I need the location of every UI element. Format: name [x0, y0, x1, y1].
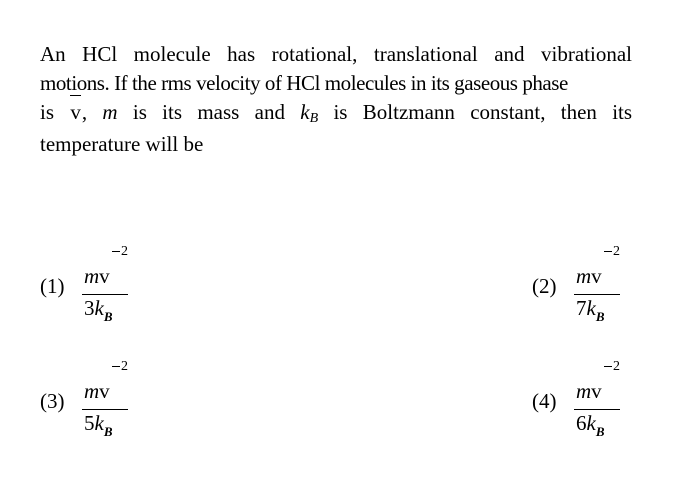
fraction — [82, 244, 128, 330]
denominator-coef: 5 — [84, 411, 95, 435]
numerator-v: v — [591, 264, 602, 288]
numerator-v: v — [99, 379, 110, 403]
b-subscript: B — [309, 111, 319, 126]
denominator — [576, 411, 605, 439]
denominator-sub: B — [595, 424, 605, 439]
exponent-value: 2 — [613, 359, 620, 374]
denominator-coef: 6 — [576, 411, 587, 435]
question-line-4: temperature will be — [40, 132, 204, 156]
option-label: (1) — [40, 274, 65, 298]
fraction-bar — [82, 409, 128, 410]
exponent — [604, 359, 620, 375]
question-text — [40, 40, 632, 159]
denominator-k: k — [586, 411, 596, 435]
numerator-v: v — [99, 264, 110, 288]
fraction — [574, 244, 620, 330]
exponent-value: 2 — [613, 244, 620, 259]
option-4[interactable] — [532, 359, 672, 445]
fraction-bar — [82, 294, 128, 295]
numerator — [84, 379, 110, 404]
mass-symbol: m — [102, 100, 118, 124]
question-line-3-post: is Boltzmann constant, then its — [333, 100, 633, 124]
denominator — [84, 411, 113, 439]
denominator-sub: B — [103, 309, 113, 324]
question-line-3-comma: , — [81, 100, 88, 124]
option-2[interactable] — [532, 244, 672, 330]
exponent-value: 2 — [121, 359, 128, 374]
exponent — [112, 244, 128, 260]
numerator — [576, 264, 602, 289]
v-bar-symbol: v — [69, 98, 82, 127]
k-letter: k — [300, 100, 310, 124]
fraction — [574, 359, 620, 445]
denominator-k: k — [586, 296, 596, 320]
fraction — [82, 359, 128, 445]
fraction-bar — [574, 409, 620, 410]
numerator-m: m — [576, 379, 592, 403]
numerator-m: m — [84, 379, 100, 403]
numerator — [576, 379, 602, 404]
exponent — [112, 359, 128, 375]
question-line-1: An HCl molecule has rotational, translational and vibrational — [40, 42, 632, 66]
denominator-k: k — [94, 411, 104, 435]
denominator — [576, 296, 605, 324]
boltzmann-symbol — [300, 100, 318, 124]
denominator-coef: 3 — [84, 296, 95, 320]
question-line-2: motions. If the rms velocity of HCl molecules in its gaseous phase — [40, 71, 568, 95]
option-label: (3) — [40, 389, 65, 413]
numerator — [84, 264, 110, 289]
numerator-m: m — [576, 264, 592, 288]
option-label: (2) — [532, 274, 557, 298]
option-3[interactable] — [40, 359, 180, 445]
numerator-v: v — [591, 379, 602, 403]
question-line-3 — [40, 98, 632, 130]
option-label: (4) — [532, 389, 557, 413]
question-line-3-mid: is its mass and — [132, 100, 285, 124]
exponent-value: 2 — [121, 244, 128, 259]
denominator-coef: 7 — [576, 296, 587, 320]
fraction-bar — [574, 294, 620, 295]
denominator-sub: B — [595, 309, 605, 324]
option-1[interactable] — [40, 244, 180, 330]
exponent — [604, 244, 620, 260]
denominator-k: k — [94, 296, 104, 320]
denominator — [84, 296, 113, 324]
numerator-m: m — [84, 264, 100, 288]
denominator-sub: B — [103, 424, 113, 439]
question-line-3-pre: is — [40, 100, 55, 124]
